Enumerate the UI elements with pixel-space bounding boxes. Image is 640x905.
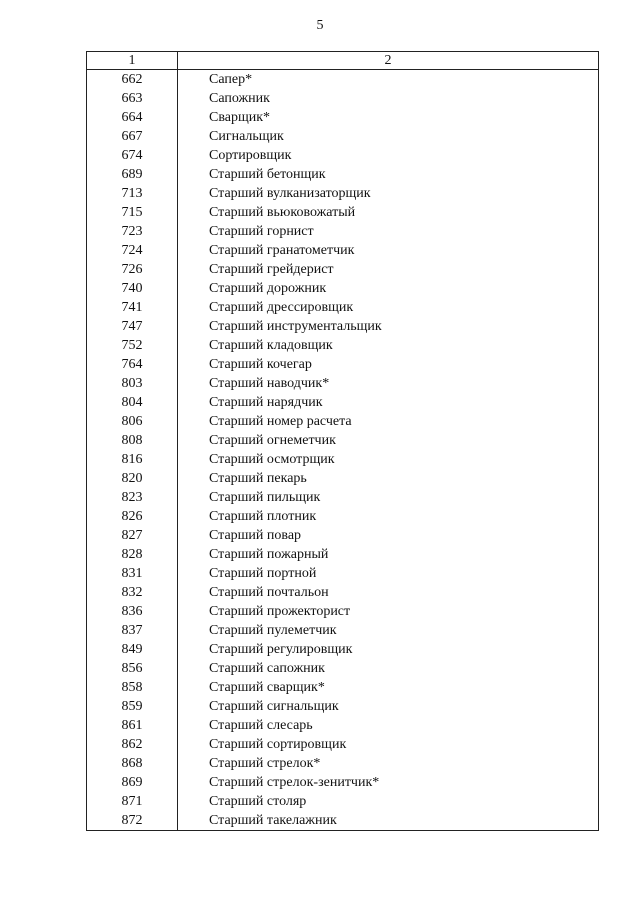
row-code: 747: [87, 317, 178, 336]
table-row: [87, 545, 599, 564]
row-position-name: Старший стрелок-зенитчик*: [178, 773, 599, 792]
row-code: 715: [87, 203, 178, 222]
table-row: [87, 165, 599, 184]
row-position-name: Сварщик*: [178, 108, 599, 127]
table-row: [87, 773, 599, 792]
row-code: 806: [87, 412, 178, 431]
row-code: 868: [87, 754, 178, 773]
table-row: [87, 678, 599, 697]
row-code: 808: [87, 431, 178, 450]
row-position-name: Старший бетонщик: [178, 165, 599, 184]
row-position-name: Старший сапожник: [178, 659, 599, 678]
row-position-name: Старший горнист: [178, 222, 599, 241]
row-position-name: Старший повар: [178, 526, 599, 545]
row-position-name: Старший пекарь: [178, 469, 599, 488]
table-row: [87, 374, 599, 393]
row-code: 724: [87, 241, 178, 260]
table-row: [87, 640, 599, 659]
table-row: [87, 241, 599, 260]
table-row: [87, 792, 599, 811]
positions-table: [86, 51, 599, 831]
table-row: [87, 716, 599, 735]
table-row: [87, 298, 599, 317]
row-code: 741: [87, 298, 178, 317]
table-row: [87, 317, 599, 336]
row-position-name: Старший плотник: [178, 507, 599, 526]
row-code: 849: [87, 640, 178, 659]
table-row: [87, 108, 599, 127]
row-position-name: Сигнальщик: [178, 127, 599, 146]
row-code: 836: [87, 602, 178, 621]
row-code: 837: [87, 621, 178, 640]
row-position-name: Старший кладовщик: [178, 336, 599, 355]
table-row: [87, 260, 599, 279]
table-body: [87, 70, 599, 831]
row-code: 689: [87, 165, 178, 184]
row-position-name: Старший огнеметчик: [178, 431, 599, 450]
table-row: [87, 697, 599, 716]
row-position-name: Старший слесарь: [178, 716, 599, 735]
table-row: [87, 89, 599, 108]
row-code: 826: [87, 507, 178, 526]
row-code: 861: [87, 716, 178, 735]
table-row: [87, 583, 599, 602]
row-code: 872: [87, 811, 178, 831]
row-code: 664: [87, 108, 178, 127]
row-position-name: Старший прожекторист: [178, 602, 599, 621]
row-position-name: Старший гранатометчик: [178, 241, 599, 260]
row-position-name: Старший стрелок*: [178, 754, 599, 773]
table-row: [87, 70, 599, 90]
table-row: [87, 602, 599, 621]
table-row: [87, 355, 599, 374]
row-code: 662: [87, 70, 178, 90]
row-position-name: Старший пулеметчик: [178, 621, 599, 640]
row-code: 831: [87, 564, 178, 583]
row-code: 663: [87, 89, 178, 108]
row-code: 832: [87, 583, 178, 602]
row-position-name: Старший грейдерист: [178, 260, 599, 279]
row-code: 723: [87, 222, 178, 241]
page-number: 5: [316, 18, 324, 33]
table-row: [87, 203, 599, 222]
row-code: 816: [87, 450, 178, 469]
row-code: 820: [87, 469, 178, 488]
table-row: [87, 127, 599, 146]
row-code: 674: [87, 146, 178, 165]
row-code: 858: [87, 678, 178, 697]
row-code: 828: [87, 545, 178, 564]
table-row: [87, 412, 599, 431]
table-row: [87, 393, 599, 412]
row-code: 804: [87, 393, 178, 412]
row-code: 862: [87, 735, 178, 754]
row-position-name: Старший дрессировщик: [178, 298, 599, 317]
row-position-name: Сапожник: [178, 89, 599, 108]
row-code: 869: [87, 773, 178, 792]
row-position-name: Старший сигнальщик: [178, 697, 599, 716]
table-row: [87, 279, 599, 298]
row-position-name: Старший сортировщик: [178, 735, 599, 754]
row-position-name: Старший пожарный: [178, 545, 599, 564]
row-position-name: Старший номер расчета: [178, 412, 599, 431]
row-position-name: Старший почтальон: [178, 583, 599, 602]
row-position-name: Старший кочегар: [178, 355, 599, 374]
table-row: [87, 469, 599, 488]
table-row: [87, 507, 599, 526]
row-code: 667: [87, 127, 178, 146]
table-row: [87, 184, 599, 203]
table-header-row: [87, 52, 599, 70]
table-row: [87, 146, 599, 165]
table-row: [87, 526, 599, 545]
row-position-name: Старший пильщик: [178, 488, 599, 507]
row-code: 823: [87, 488, 178, 507]
row-code: 713: [87, 184, 178, 203]
table-row: [87, 222, 599, 241]
table-row: [87, 450, 599, 469]
table-row: [87, 754, 599, 773]
table-row: [87, 811, 599, 831]
table-row: [87, 431, 599, 450]
row-position-name: Старший вьюковожатый: [178, 203, 599, 222]
row-position-name: Старший столяр: [178, 792, 599, 811]
column-header-name: 2: [178, 52, 599, 70]
row-code: 803: [87, 374, 178, 393]
row-position-name: Старший наводчик*: [178, 374, 599, 393]
row-position-name: Старший такелажник: [178, 811, 599, 831]
row-position-name: Старший портной: [178, 564, 599, 583]
row-code: 827: [87, 526, 178, 545]
row-position-name: Старший вулканизаторщик: [178, 184, 599, 203]
table-row: [87, 659, 599, 678]
row-position-name: Старший осмотрщик: [178, 450, 599, 469]
row-position-name: Сапер*: [178, 70, 599, 90]
row-position-name: Старший сварщик*: [178, 678, 599, 697]
table-row: [87, 488, 599, 507]
table-row: [87, 621, 599, 640]
row-position-name: Старший регулировщик: [178, 640, 599, 659]
row-code: 859: [87, 697, 178, 716]
row-code: 764: [87, 355, 178, 374]
table-row: [87, 735, 599, 754]
table-row: [87, 336, 599, 355]
row-position-name: Сортировщик: [178, 146, 599, 165]
row-code: 752: [87, 336, 178, 355]
row-code: 740: [87, 279, 178, 298]
row-position-name: Старший дорожник: [178, 279, 599, 298]
row-position-name: Старший инструментальщик: [178, 317, 599, 336]
row-code: 871: [87, 792, 178, 811]
column-header-code: 1: [87, 52, 178, 70]
row-code: 726: [87, 260, 178, 279]
table-row: [87, 564, 599, 583]
row-position-name: Старший нарядчик: [178, 393, 599, 412]
row-code: 856: [87, 659, 178, 678]
